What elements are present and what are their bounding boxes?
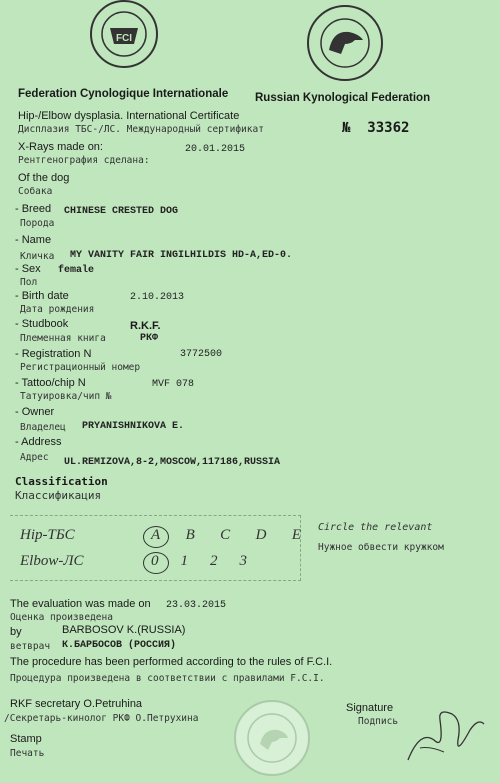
elbow-option-0[interactable]: 0	[151, 553, 159, 569]
hip-selected-circle	[143, 526, 169, 548]
breed-value: CHINESE CRESTED DOG	[64, 206, 179, 217]
by-label: by	[10, 626, 22, 638]
xrays-label: X-Rays made on:	[18, 141, 103, 153]
elbow-label: Elbow-ЛС	[20, 553, 84, 569]
signature-scribble	[400, 700, 490, 775]
cert-title-ru: Дисплазия ТБС-/ЛС. Международный сертификат	[18, 124, 264, 135]
registration-value: 3772500	[180, 349, 223, 360]
chip-label: - Tattoo/chip N	[15, 377, 86, 389]
owner-label: - Owner	[15, 406, 55, 418]
name-label: - Name	[15, 234, 52, 246]
classification-title: Classification	[15, 475, 108, 488]
chip-label-ru: Татуировка/чип №	[20, 391, 112, 402]
number-sign: №	[342, 120, 351, 136]
hip-option-b[interactable]: B	[185, 527, 195, 543]
cert-number	[342, 120, 409, 136]
birth-label-ru: Дата рождения	[20, 304, 95, 315]
evaluation-label-ru: Оценка произведена	[10, 612, 113, 623]
cert-title-en: Hip-/Elbow dysplasia. International Certificate	[18, 110, 240, 122]
secretary-label: RKF secretary O.Petruhina	[10, 698, 143, 710]
rules-ru: Процедура произведена в соответствии с правилами F.C.I.	[10, 673, 325, 684]
sex-label-ru: Пол	[20, 277, 38, 288]
registration-label-ru: Регистрационный номер	[20, 362, 141, 373]
xrays-label-ru: Рентгенография сделана:	[18, 155, 150, 166]
classification-title-ru: Классификация	[15, 489, 102, 502]
breed-label-ru: Порода	[20, 218, 55, 229]
studbook-value: R.K.F.	[130, 320, 161, 332]
by-label-ru: ветврач	[10, 641, 51, 652]
breed-label: - Breed	[15, 203, 52, 215]
hip-option-d[interactable]: D	[255, 527, 267, 543]
rules-en: The procedure has been performed according to the rules of F.C.I.	[10, 656, 333, 668]
hip-option-e[interactable]: E	[291, 527, 301, 543]
embossed-stamp	[232, 698, 312, 783]
vet-name: BARBOSOV K.(RUSSIA)	[62, 624, 186, 636]
stamp-label: Stamp	[10, 733, 42, 745]
dog-label: Of the dog	[18, 172, 70, 184]
org-right: Russian Kynological Federation	[255, 92, 431, 104]
registration-label: - Registration N	[15, 348, 92, 360]
name-label-ru: Кличка	[20, 251, 55, 262]
fci-seal	[88, 0, 160, 70]
name-value: MY VANITY FAIR INGILHILDIS HD-A,ED-0.	[70, 250, 293, 261]
hip-option-c[interactable]: C	[220, 527, 231, 543]
studbook-label-ru: Племенная книга	[20, 333, 106, 344]
dog-label-ru: Собака	[18, 186, 53, 197]
signature-label-ru: Подпись	[358, 716, 399, 727]
address-value: UL.REMIZOVA,8-2,MOSCOW,117186,RUSSIA	[64, 457, 281, 468]
birth-label: - Birth date	[15, 290, 69, 302]
evaluation-label: The evaluation was made on	[10, 598, 151, 610]
studbook-value-ru: РКФ	[140, 333, 159, 344]
xrays-date: 20.01.2015	[185, 144, 246, 155]
fci-seal-text: FCI	[115, 33, 133, 44]
elbow-option-1[interactable]: 1	[180, 553, 188, 569]
chip-value: MVF 078	[152, 379, 195, 390]
sex-value: female	[58, 265, 95, 276]
elbow-option-2[interactable]: 2	[210, 553, 218, 569]
address-label-ru: Адрес	[20, 452, 49, 463]
secretary-label-ru: /Секретарь-кинолог РКФ О.Петрухина	[4, 713, 199, 724]
vet-name-ru: К.БАРБОСОВ (РОССИЯ)	[62, 640, 177, 651]
number-value: 33362	[367, 120, 410, 136]
elbow-option-3[interactable]: 3	[239, 553, 247, 569]
owner-value: PRYANISHNIKOVA E.	[82, 421, 185, 432]
birth-value: 2.10.2013	[130, 292, 185, 303]
owner-label-ru: Владелец	[20, 422, 66, 433]
elbow-selected-circle	[143, 552, 169, 574]
sex-label: - Sex	[15, 263, 41, 275]
hip-option-a[interactable]: A	[151, 527, 161, 543]
rkf-seal	[305, 4, 385, 82]
signature-label: Signature	[346, 702, 394, 714]
hint-en: Circle the relevant	[318, 522, 433, 533]
address-label: - Address	[15, 436, 62, 448]
stamp-label-ru: Печать	[10, 748, 45, 759]
evaluation-date: 23.03.2015	[166, 600, 227, 611]
hint-ru: Нужное обвести кружком	[318, 542, 444, 553]
hip-label: Hip-ТБС	[20, 527, 75, 543]
studbook-label: - Studbook	[15, 318, 69, 330]
org-left: Federation Cynologique Internationale	[18, 88, 229, 100]
hip-options	[151, 527, 301, 544]
